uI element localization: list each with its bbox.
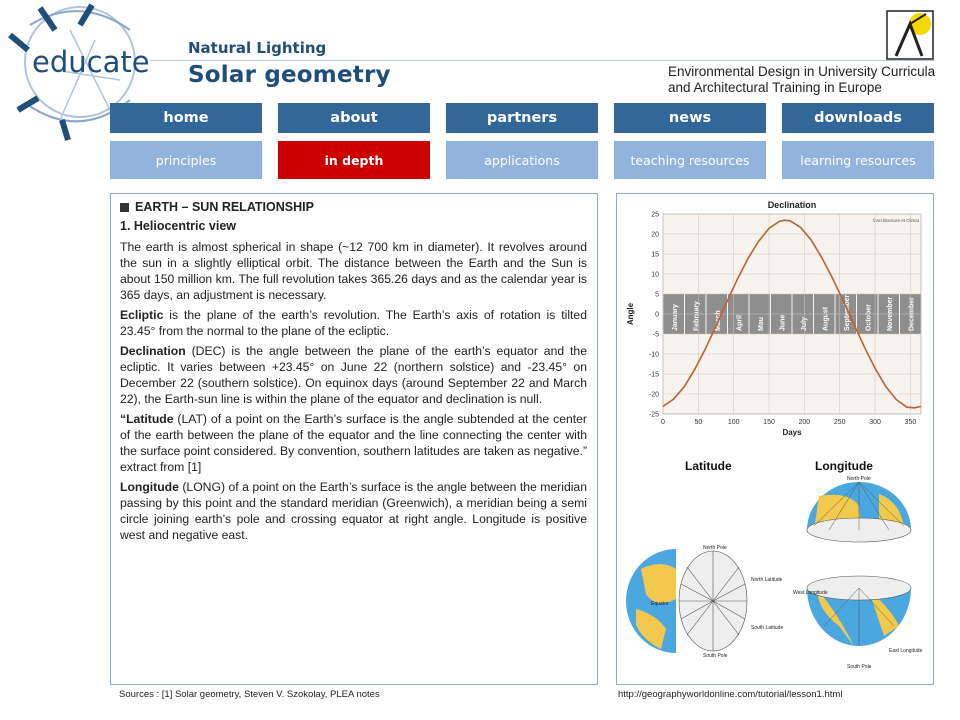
x-tick-label: 200 bbox=[798, 419, 811, 426]
latitude-label: Latitude bbox=[685, 459, 732, 473]
long-west-longitude: West Longitude bbox=[793, 590, 828, 596]
page-title: Solar geometry bbox=[188, 62, 391, 88]
x-tick-label: 150 bbox=[763, 419, 775, 426]
text-latitude: (LAT) of a point on the Earth’s surface is the angle subtended at the center of the earth between the plane of the equator and the line connecting the center with the surface point considered. By convention, southern latitudes are taken as negative.” extract from [1] bbox=[120, 412, 587, 474]
nav-home[interactable]: home bbox=[110, 103, 262, 133]
chart-copyright: ©Architecture et Climat bbox=[872, 218, 919, 223]
section-heading-text: EARTH – SUN RELATIONSHIP bbox=[135, 200, 314, 214]
subnav-in-depth[interactable]: in depth bbox=[278, 141, 430, 179]
bullet-square-icon bbox=[120, 203, 129, 212]
text-longitude: (LONG) of a point on the Earth’s surface is the angle between the meridian passing by this point and the standard meridian (Greenwich), a meridian being a semi circle joining earth’s pole and crossing equator at right angle. Longitude is positive west and negative east. bbox=[120, 480, 587, 542]
source-url[interactable]: http://geographyworldonline.com/tutorial/lesson1.html bbox=[618, 689, 843, 700]
lat-north-pole: North Pole bbox=[703, 545, 727, 551]
x-tick-label: 0 bbox=[661, 419, 665, 426]
x-tick-label: 250 bbox=[833, 419, 846, 426]
brand-mark-icon bbox=[886, 10, 934, 60]
y-tick-label: -15 bbox=[648, 371, 659, 379]
month-label: August bbox=[822, 306, 830, 331]
y-tick-label: -20 bbox=[648, 391, 659, 399]
paragraph-declination bbox=[120, 343, 587, 407]
subnav-teaching-resources[interactable]: teaching resources bbox=[614, 141, 766, 179]
chart-title: Declination bbox=[767, 200, 817, 210]
long-south-pole: South Pole bbox=[847, 664, 872, 670]
brand-tagline bbox=[668, 64, 938, 96]
header-rule bbox=[150, 60, 935, 61]
x-tick-label: 350 bbox=[904, 419, 917, 426]
y-tick-label: 25 bbox=[651, 211, 659, 219]
y-axis-label: Angle bbox=[626, 302, 635, 326]
paragraph-longitude bbox=[120, 479, 587, 543]
nav-downloads[interactable]: downloads bbox=[782, 103, 934, 133]
month-label: Mau bbox=[757, 317, 765, 331]
month-label: April bbox=[736, 315, 744, 331]
month-label: January bbox=[671, 304, 679, 331]
term-latitude: Latitude bbox=[126, 412, 174, 426]
quote-open: “ bbox=[120, 412, 127, 426]
brand-line-2: and Architectural Training in Europe bbox=[668, 80, 882, 95]
brand-line-1: Environmental Design in University Curricula bbox=[668, 64, 936, 79]
nav-partners[interactable]: partners bbox=[446, 103, 598, 133]
term-ecliptic: Ecliptic bbox=[120, 308, 164, 322]
main-nav bbox=[110, 103, 934, 133]
lat-south-latitude: South Latitude bbox=[751, 625, 784, 631]
subnav-learning-resources[interactable]: learning resources bbox=[782, 141, 934, 179]
y-tick-label: 10 bbox=[651, 271, 659, 279]
section-heading bbox=[120, 200, 587, 214]
month-label: September bbox=[843, 294, 851, 331]
paragraph-ecliptic bbox=[120, 307, 587, 339]
content-panel bbox=[110, 193, 598, 685]
subnav-principles[interactable]: principles bbox=[110, 141, 262, 179]
declination-chart bbox=[619, 196, 931, 440]
long-north-pole: North Pole bbox=[847, 476, 871, 482]
text-declination: (DEC) is the angle between the plane of the earth’s equator and the ecliptic. It varies between +23.45° on June 22 (northern solstice) and -23.45° on December 22 (southern solstice). On equinox days (around September 22 and March 22), the Earth-sun line is within the plane of the equator and declination is null. bbox=[120, 344, 587, 406]
x-tick-label: 300 bbox=[869, 419, 881, 426]
y-tick-label: 0 bbox=[655, 311, 659, 319]
text-ecliptic: is the plane of the earth’s revolution. The Earth’s axis of rotation is tilted 23.45° from the normal to the plane of the ecliptic. bbox=[120, 308, 587, 338]
y-tick-label: -5 bbox=[652, 331, 659, 339]
y-tick-label: -25 bbox=[648, 411, 659, 419]
logo-text: educate bbox=[32, 45, 150, 79]
nav-about[interactable]: about bbox=[278, 103, 430, 133]
lat-south-pole: South Pole bbox=[703, 653, 728, 659]
sub-nav bbox=[110, 141, 934, 179]
y-tick-label: 15 bbox=[651, 251, 659, 259]
month-label: November bbox=[886, 296, 894, 331]
y-tick-label: 5 bbox=[655, 291, 659, 299]
month-label: July bbox=[800, 316, 808, 331]
month-label: February bbox=[693, 301, 701, 331]
month-label: March bbox=[714, 310, 722, 331]
month-label: December bbox=[908, 297, 916, 331]
paragraph-intro: The earth is almost spherical in shape (~12 700 km in diameter). It revolves around the sun in a slightly elliptical orbit. The distance between the Earth and the Sun is about 150 million km. The full revolution takes 365.26 days and as the calendar year is 365 days, an adjustment is necessary. bbox=[120, 240, 587, 302]
x-axis-label: Days bbox=[782, 428, 802, 437]
lat-north-latitude: North Latitude bbox=[751, 577, 783, 583]
month-label: October bbox=[865, 304, 873, 331]
figure-panel bbox=[616, 193, 934, 685]
paragraph-latitude bbox=[120, 411, 587, 475]
x-tick-label: 100 bbox=[727, 419, 740, 426]
y-tick-label: -10 bbox=[648, 351, 659, 359]
term-declination: Declination bbox=[120, 344, 186, 358]
x-tick-label: 50 bbox=[694, 419, 703, 426]
nav-news[interactable]: news bbox=[614, 103, 766, 133]
sources-note: Sources : [1] Solar geometry, Steven V. Szokolay, PLEA notes bbox=[119, 689, 380, 700]
longitude-label: Longitude bbox=[815, 459, 873, 473]
lat-equator: Equator bbox=[651, 601, 669, 607]
page-kicker: Natural Lighting bbox=[188, 39, 327, 57]
latitude-globe bbox=[621, 539, 801, 659]
subnav-applications[interactable]: applications bbox=[446, 141, 598, 179]
sub-heading: 1. Heliocentric view bbox=[120, 219, 237, 233]
term-longitude: Longitude bbox=[120, 480, 179, 494]
month-label: June bbox=[779, 314, 787, 331]
longitude-globe bbox=[789, 476, 931, 672]
y-tick-label: 20 bbox=[651, 231, 659, 239]
long-east-longitude: East Longitude bbox=[889, 648, 923, 654]
